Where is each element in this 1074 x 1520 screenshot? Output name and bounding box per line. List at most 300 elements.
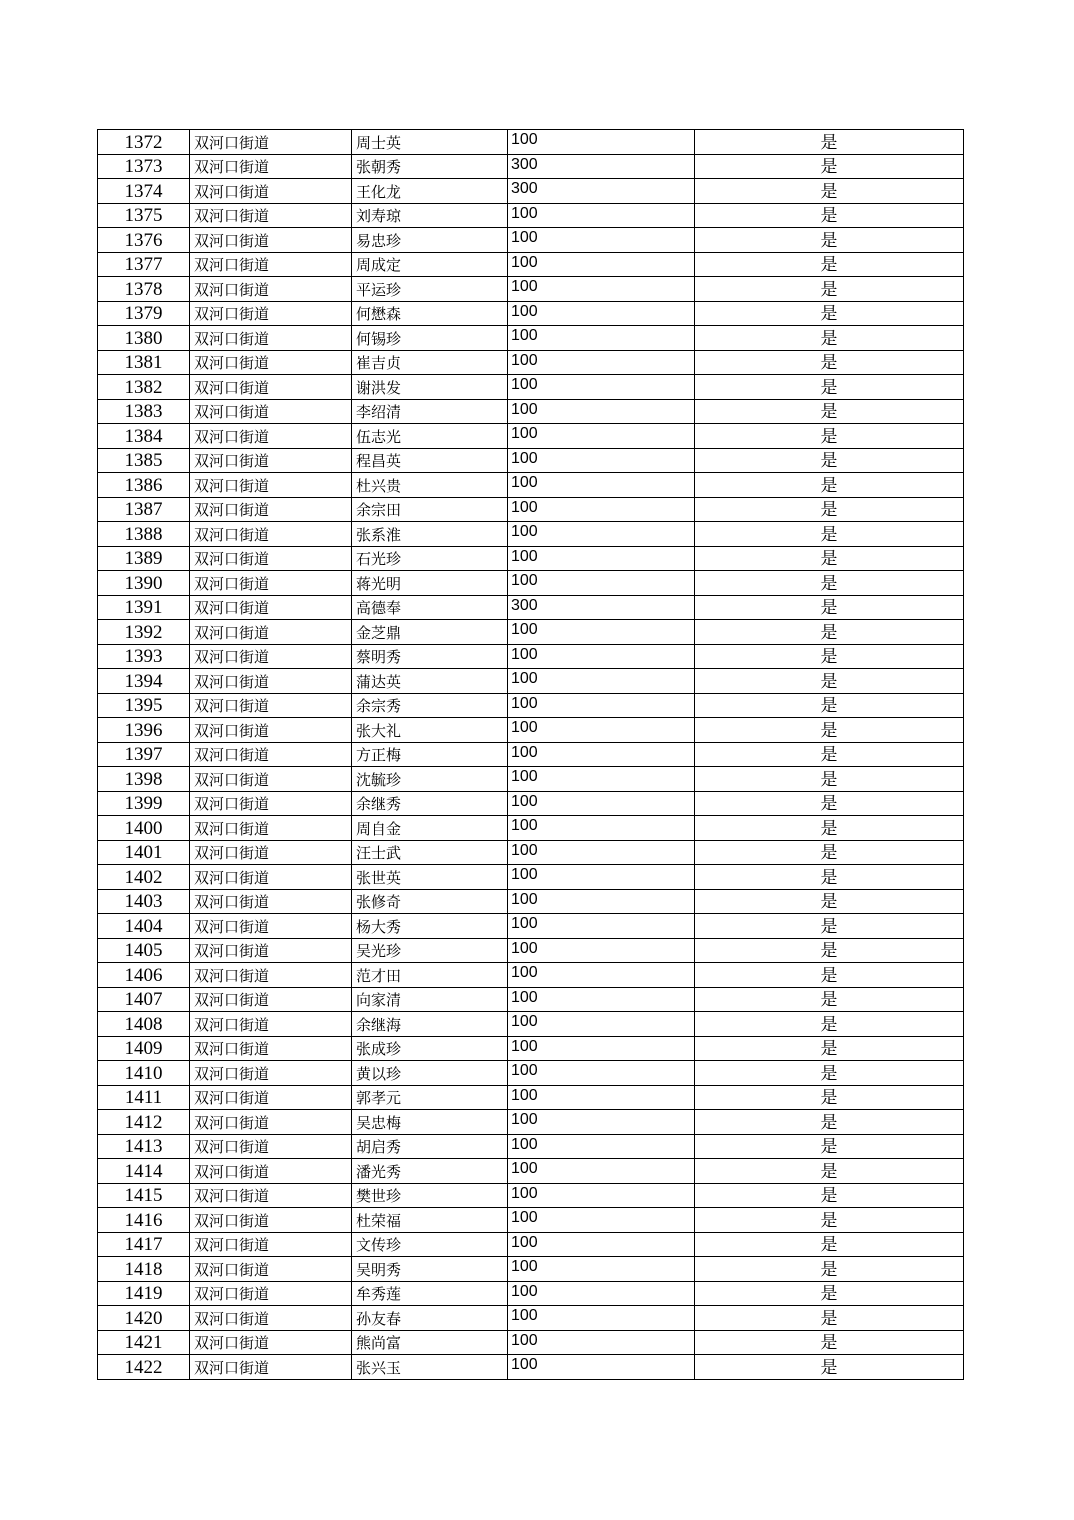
table-row: [98, 375, 964, 400]
status-cell: 是: [695, 889, 964, 914]
person-name-cell: 张兴玉: [352, 1355, 508, 1380]
street-cell: 双河口街道: [190, 399, 352, 424]
status-cell: 是: [695, 130, 964, 155]
person-name-cell: 崔吉贞: [352, 350, 508, 375]
row-number-cell: 1372: [98, 130, 190, 155]
person-name-cell: 刘寿琼: [352, 203, 508, 228]
row-number-cell: 1409: [98, 1036, 190, 1061]
row-number-cell: 1381: [98, 350, 190, 375]
status-cell: 是: [695, 963, 964, 988]
status-cell: 是: [695, 1355, 964, 1380]
person-name-cell: 杨大秀: [352, 914, 508, 939]
amount-cell: 100: [508, 1061, 695, 1086]
table-row: [98, 203, 964, 228]
status-cell: 是: [695, 522, 964, 547]
table-row: [98, 865, 964, 890]
person-name-cell: 蔡明秀: [352, 644, 508, 669]
street-cell: 双河口街道: [190, 595, 352, 620]
street-cell: 双河口街道: [190, 1159, 352, 1184]
table-row: [98, 301, 964, 326]
row-number-cell: 1407: [98, 987, 190, 1012]
person-name-cell: 平运珍: [352, 277, 508, 302]
spreadsheet-page: [97, 129, 963, 1380]
status-cell: 是: [695, 473, 964, 498]
amount-cell: 100: [508, 522, 695, 547]
table-row: [98, 889, 964, 914]
amount-cell: 100: [508, 546, 695, 571]
person-name-cell: 黄以珍: [352, 1061, 508, 1086]
street-cell: 双河口街道: [190, 840, 352, 865]
status-cell: 是: [695, 1183, 964, 1208]
row-number-cell: 1416: [98, 1208, 190, 1233]
person-name-cell: 王化龙: [352, 179, 508, 204]
table-row: [98, 1061, 964, 1086]
street-cell: 双河口街道: [190, 1281, 352, 1306]
row-number-cell: 1387: [98, 497, 190, 522]
person-name-cell: 高德奉: [352, 595, 508, 620]
status-cell: 是: [695, 277, 964, 302]
status-cell: 是: [695, 424, 964, 449]
status-cell: 是: [695, 399, 964, 424]
amount-cell: 100: [508, 1134, 695, 1159]
row-number-cell: 1401: [98, 840, 190, 865]
table-row: [98, 522, 964, 547]
amount-cell: 100: [508, 767, 695, 792]
person-name-cell: 吴忠梅: [352, 1110, 508, 1135]
table-row: [98, 424, 964, 449]
table-row: [98, 938, 964, 963]
street-cell: 双河口街道: [190, 914, 352, 939]
status-cell: 是: [695, 1085, 964, 1110]
row-number-cell: 1415: [98, 1183, 190, 1208]
person-name-cell: 吴明秀: [352, 1257, 508, 1282]
row-number-cell: 1408: [98, 1012, 190, 1037]
table-row: [98, 1134, 964, 1159]
table-row: [98, 1232, 964, 1257]
table-row: [98, 1159, 964, 1184]
amount-cell: 100: [508, 1281, 695, 1306]
table-row: [98, 1257, 964, 1282]
row-number-cell: 1406: [98, 963, 190, 988]
amount-cell: 100: [508, 816, 695, 841]
person-name-cell: 张朝秀: [352, 154, 508, 179]
amount-cell: 300: [508, 595, 695, 620]
person-name-cell: 张世英: [352, 865, 508, 890]
status-cell: 是: [695, 865, 964, 890]
status-cell: 是: [695, 448, 964, 473]
amount-cell: 100: [508, 448, 695, 473]
status-cell: 是: [695, 375, 964, 400]
person-name-cell: 张修奇: [352, 889, 508, 914]
street-cell: 双河口街道: [190, 767, 352, 792]
table-row: [98, 987, 964, 1012]
table-row: [98, 546, 964, 571]
street-cell: 双河口街道: [190, 448, 352, 473]
person-name-cell: 胡启秀: [352, 1134, 508, 1159]
person-name-cell: 牟秀莲: [352, 1281, 508, 1306]
person-name-cell: 范才田: [352, 963, 508, 988]
amount-cell: 100: [508, 1232, 695, 1257]
person-name-cell: 孙友春: [352, 1306, 508, 1331]
person-name-cell: 张成珍: [352, 1036, 508, 1061]
street-cell: 双河口街道: [190, 571, 352, 596]
status-cell: 是: [695, 742, 964, 767]
status-cell: 是: [695, 1330, 964, 1355]
status-cell: 是: [695, 840, 964, 865]
row-number-cell: 1380: [98, 326, 190, 351]
person-name-cell: 余继秀: [352, 791, 508, 816]
table-row: [98, 767, 964, 792]
person-name-cell: 樊世珍: [352, 1183, 508, 1208]
status-cell: 是: [695, 350, 964, 375]
amount-cell: 100: [508, 130, 695, 155]
table-row: [98, 1110, 964, 1135]
status-cell: 是: [695, 644, 964, 669]
table-row: [98, 693, 964, 718]
person-name-cell: 张大礼: [352, 718, 508, 743]
amount-cell: 100: [508, 1257, 695, 1282]
row-number-cell: 1392: [98, 620, 190, 645]
row-number-cell: 1410: [98, 1061, 190, 1086]
row-number-cell: 1404: [98, 914, 190, 939]
person-name-cell: 余宗田: [352, 497, 508, 522]
street-cell: 双河口街道: [190, 1232, 352, 1257]
amount-cell: 100: [508, 1085, 695, 1110]
table-row: [98, 1036, 964, 1061]
status-cell: 是: [695, 1134, 964, 1159]
street-cell: 双河口街道: [190, 1306, 352, 1331]
table-row: [98, 1355, 964, 1380]
table-row: [98, 914, 964, 939]
person-name-cell: 熊尚富: [352, 1330, 508, 1355]
row-number-cell: 1374: [98, 179, 190, 204]
street-cell: 双河口街道: [190, 252, 352, 277]
amount-cell: 100: [508, 791, 695, 816]
street-cell: 双河口街道: [190, 938, 352, 963]
table-row: [98, 644, 964, 669]
street-cell: 双河口街道: [190, 203, 352, 228]
row-number-cell: 1396: [98, 718, 190, 743]
amount-cell: 100: [508, 301, 695, 326]
street-cell: 双河口街道: [190, 889, 352, 914]
status-cell: 是: [695, 595, 964, 620]
street-cell: 双河口街道: [190, 1110, 352, 1135]
row-number-cell: 1384: [98, 424, 190, 449]
street-cell: 双河口街道: [190, 154, 352, 179]
street-cell: 双河口街道: [190, 424, 352, 449]
amount-cell: 100: [508, 473, 695, 498]
person-name-cell: 沈毓珍: [352, 767, 508, 792]
amount-cell: 100: [508, 938, 695, 963]
person-name-cell: 周成定: [352, 252, 508, 277]
street-cell: 双河口街道: [190, 497, 352, 522]
amount-cell: 100: [508, 987, 695, 1012]
street-cell: 双河口街道: [190, 522, 352, 547]
table-row: [98, 179, 964, 204]
row-number-cell: 1375: [98, 203, 190, 228]
street-cell: 双河口街道: [190, 1257, 352, 1282]
amount-cell: 300: [508, 154, 695, 179]
table-row: [98, 154, 964, 179]
amount-cell: 100: [508, 1110, 695, 1135]
status-cell: 是: [695, 987, 964, 1012]
status-cell: 是: [695, 816, 964, 841]
table-row: [98, 1330, 964, 1355]
amount-cell: 100: [508, 620, 695, 645]
amount-cell: 100: [508, 1036, 695, 1061]
amount-cell: 100: [508, 865, 695, 890]
table-row: [98, 277, 964, 302]
status-cell: 是: [695, 938, 964, 963]
row-number-cell: 1394: [98, 669, 190, 694]
street-cell: 双河口街道: [190, 963, 352, 988]
row-number-cell: 1405: [98, 938, 190, 963]
table-row: [98, 448, 964, 473]
table-row: [98, 595, 964, 620]
amount-cell: 100: [508, 963, 695, 988]
row-number-cell: 1382: [98, 375, 190, 400]
person-name-cell: 周自金: [352, 816, 508, 841]
row-number-cell: 1373: [98, 154, 190, 179]
person-name-cell: 程昌英: [352, 448, 508, 473]
street-cell: 双河口街道: [190, 130, 352, 155]
row-number-cell: 1419: [98, 1281, 190, 1306]
status-cell: 是: [695, 620, 964, 645]
person-name-cell: 向家清: [352, 987, 508, 1012]
person-name-cell: 伍志光: [352, 424, 508, 449]
row-number-cell: 1385: [98, 448, 190, 473]
status-cell: 是: [695, 669, 964, 694]
row-number-cell: 1377: [98, 252, 190, 277]
person-name-cell: 杜兴贵: [352, 473, 508, 498]
street-cell: 双河口街道: [190, 791, 352, 816]
row-number-cell: 1379: [98, 301, 190, 326]
amount-cell: 100: [508, 1159, 695, 1184]
status-cell: 是: [695, 326, 964, 351]
person-name-cell: 吴光珍: [352, 938, 508, 963]
status-cell: 是: [695, 1110, 964, 1135]
table-row: [98, 669, 964, 694]
status-cell: 是: [695, 1232, 964, 1257]
person-name-cell: 文传珍: [352, 1232, 508, 1257]
row-number-cell: 1398: [98, 767, 190, 792]
row-number-cell: 1403: [98, 889, 190, 914]
row-number-cell: 1400: [98, 816, 190, 841]
amount-cell: 100: [508, 693, 695, 718]
person-name-cell: 周士英: [352, 130, 508, 155]
status-cell: 是: [695, 791, 964, 816]
status-cell: 是: [695, 1061, 964, 1086]
status-cell: 是: [695, 914, 964, 939]
row-number-cell: 1418: [98, 1257, 190, 1282]
street-cell: 双河口街道: [190, 473, 352, 498]
amount-cell: 100: [508, 669, 695, 694]
table-row: [98, 399, 964, 424]
amount-cell: 100: [508, 1012, 695, 1037]
street-cell: 双河口街道: [190, 742, 352, 767]
street-cell: 双河口街道: [190, 546, 352, 571]
status-cell: 是: [695, 179, 964, 204]
amount-cell: 100: [508, 742, 695, 767]
table-row: [98, 963, 964, 988]
amount-cell: 100: [508, 252, 695, 277]
status-cell: 是: [695, 1159, 964, 1184]
amount-cell: 100: [508, 718, 695, 743]
person-name-cell: 张系淮: [352, 522, 508, 547]
status-cell: 是: [695, 1281, 964, 1306]
status-cell: 是: [695, 718, 964, 743]
status-cell: 是: [695, 693, 964, 718]
table-body: [98, 130, 964, 1380]
amount-cell: 100: [508, 1355, 695, 1380]
row-number-cell: 1420: [98, 1306, 190, 1331]
amount-cell: 100: [508, 203, 695, 228]
table-row: [98, 1012, 964, 1037]
street-cell: 双河口街道: [190, 1061, 352, 1086]
table-row: [98, 497, 964, 522]
amount-cell: 100: [508, 326, 695, 351]
row-number-cell: 1412: [98, 1110, 190, 1135]
row-number-cell: 1389: [98, 546, 190, 571]
row-number-cell: 1376: [98, 228, 190, 253]
street-cell: 双河口街道: [190, 644, 352, 669]
row-number-cell: 1422: [98, 1355, 190, 1380]
status-cell: 是: [695, 252, 964, 277]
row-number-cell: 1397: [98, 742, 190, 767]
amount-cell: 100: [508, 1330, 695, 1355]
street-cell: 双河口街道: [190, 693, 352, 718]
amount-cell: 100: [508, 1183, 695, 1208]
row-number-cell: 1414: [98, 1159, 190, 1184]
table-row: [98, 840, 964, 865]
street-cell: 双河口街道: [190, 1134, 352, 1159]
row-number-cell: 1399: [98, 791, 190, 816]
table-row: [98, 1208, 964, 1233]
street-cell: 双河口街道: [190, 1085, 352, 1110]
amount-cell: 100: [508, 350, 695, 375]
table-row: [98, 791, 964, 816]
street-cell: 双河口街道: [190, 228, 352, 253]
street-cell: 双河口街道: [190, 865, 352, 890]
status-cell: 是: [695, 1036, 964, 1061]
amount-cell: 100: [508, 1208, 695, 1233]
amount-cell: 100: [508, 914, 695, 939]
person-name-cell: 李绍清: [352, 399, 508, 424]
table-row: [98, 473, 964, 498]
row-number-cell: 1391: [98, 595, 190, 620]
table-row: [98, 571, 964, 596]
person-name-cell: 蒲达英: [352, 669, 508, 694]
street-cell: 双河口街道: [190, 669, 352, 694]
amount-cell: 100: [508, 571, 695, 596]
status-cell: 是: [695, 228, 964, 253]
amount-cell: 100: [508, 497, 695, 522]
table-row: [98, 228, 964, 253]
table-row: [98, 1281, 964, 1306]
street-cell: 双河口街道: [190, 1208, 352, 1233]
table-row: [98, 130, 964, 155]
status-cell: 是: [695, 546, 964, 571]
status-cell: 是: [695, 1208, 964, 1233]
data-table: [97, 129, 964, 1380]
status-cell: 是: [695, 1257, 964, 1282]
person-name-cell: 汪士武: [352, 840, 508, 865]
row-number-cell: 1413: [98, 1134, 190, 1159]
amount-cell: 100: [508, 228, 695, 253]
status-cell: 是: [695, 1012, 964, 1037]
status-cell: 是: [695, 301, 964, 326]
table-row: [98, 1306, 964, 1331]
street-cell: 双河口街道: [190, 1183, 352, 1208]
status-cell: 是: [695, 154, 964, 179]
status-cell: 是: [695, 767, 964, 792]
person-name-cell: 谢洪发: [352, 375, 508, 400]
row-number-cell: 1386: [98, 473, 190, 498]
status-cell: 是: [695, 1306, 964, 1331]
amount-cell: 100: [508, 277, 695, 302]
table-row: [98, 350, 964, 375]
person-name-cell: 何懋森: [352, 301, 508, 326]
street-cell: 双河口街道: [190, 179, 352, 204]
row-number-cell: 1417: [98, 1232, 190, 1257]
table-row: [98, 742, 964, 767]
table-row: [98, 252, 964, 277]
person-name-cell: 方正梅: [352, 742, 508, 767]
street-cell: 双河口街道: [190, 1355, 352, 1380]
table-row: [98, 620, 964, 645]
amount-cell: 100: [508, 1306, 695, 1331]
street-cell: 双河口街道: [190, 375, 352, 400]
amount-cell: 100: [508, 840, 695, 865]
amount-cell: 100: [508, 889, 695, 914]
person-name-cell: 石光珍: [352, 546, 508, 571]
street-cell: 双河口街道: [190, 1012, 352, 1037]
row-number-cell: 1388: [98, 522, 190, 547]
row-number-cell: 1383: [98, 399, 190, 424]
person-name-cell: 杜荣福: [352, 1208, 508, 1233]
person-name-cell: 易忠珍: [352, 228, 508, 253]
person-name-cell: 余继海: [352, 1012, 508, 1037]
person-name-cell: 郭孝元: [352, 1085, 508, 1110]
row-number-cell: 1378: [98, 277, 190, 302]
status-cell: 是: [695, 497, 964, 522]
table-row: [98, 1183, 964, 1208]
person-name-cell: 余宗秀: [352, 693, 508, 718]
street-cell: 双河口街道: [190, 816, 352, 841]
amount-cell: 300: [508, 179, 695, 204]
person-name-cell: 潘光秀: [352, 1159, 508, 1184]
row-number-cell: 1395: [98, 693, 190, 718]
table-row: [98, 816, 964, 841]
row-number-cell: 1390: [98, 571, 190, 596]
street-cell: 双河口街道: [190, 620, 352, 645]
amount-cell: 100: [508, 644, 695, 669]
person-name-cell: 何锡珍: [352, 326, 508, 351]
street-cell: 双河口街道: [190, 1036, 352, 1061]
person-name-cell: 金芝鼎: [352, 620, 508, 645]
table-row: [98, 718, 964, 743]
street-cell: 双河口街道: [190, 1330, 352, 1355]
status-cell: 是: [695, 571, 964, 596]
street-cell: 双河口街道: [190, 301, 352, 326]
row-number-cell: 1411: [98, 1085, 190, 1110]
amount-cell: 100: [508, 399, 695, 424]
row-number-cell: 1402: [98, 865, 190, 890]
street-cell: 双河口街道: [190, 718, 352, 743]
person-name-cell: 蒋光明: [352, 571, 508, 596]
street-cell: 双河口街道: [190, 350, 352, 375]
row-number-cell: 1421: [98, 1330, 190, 1355]
